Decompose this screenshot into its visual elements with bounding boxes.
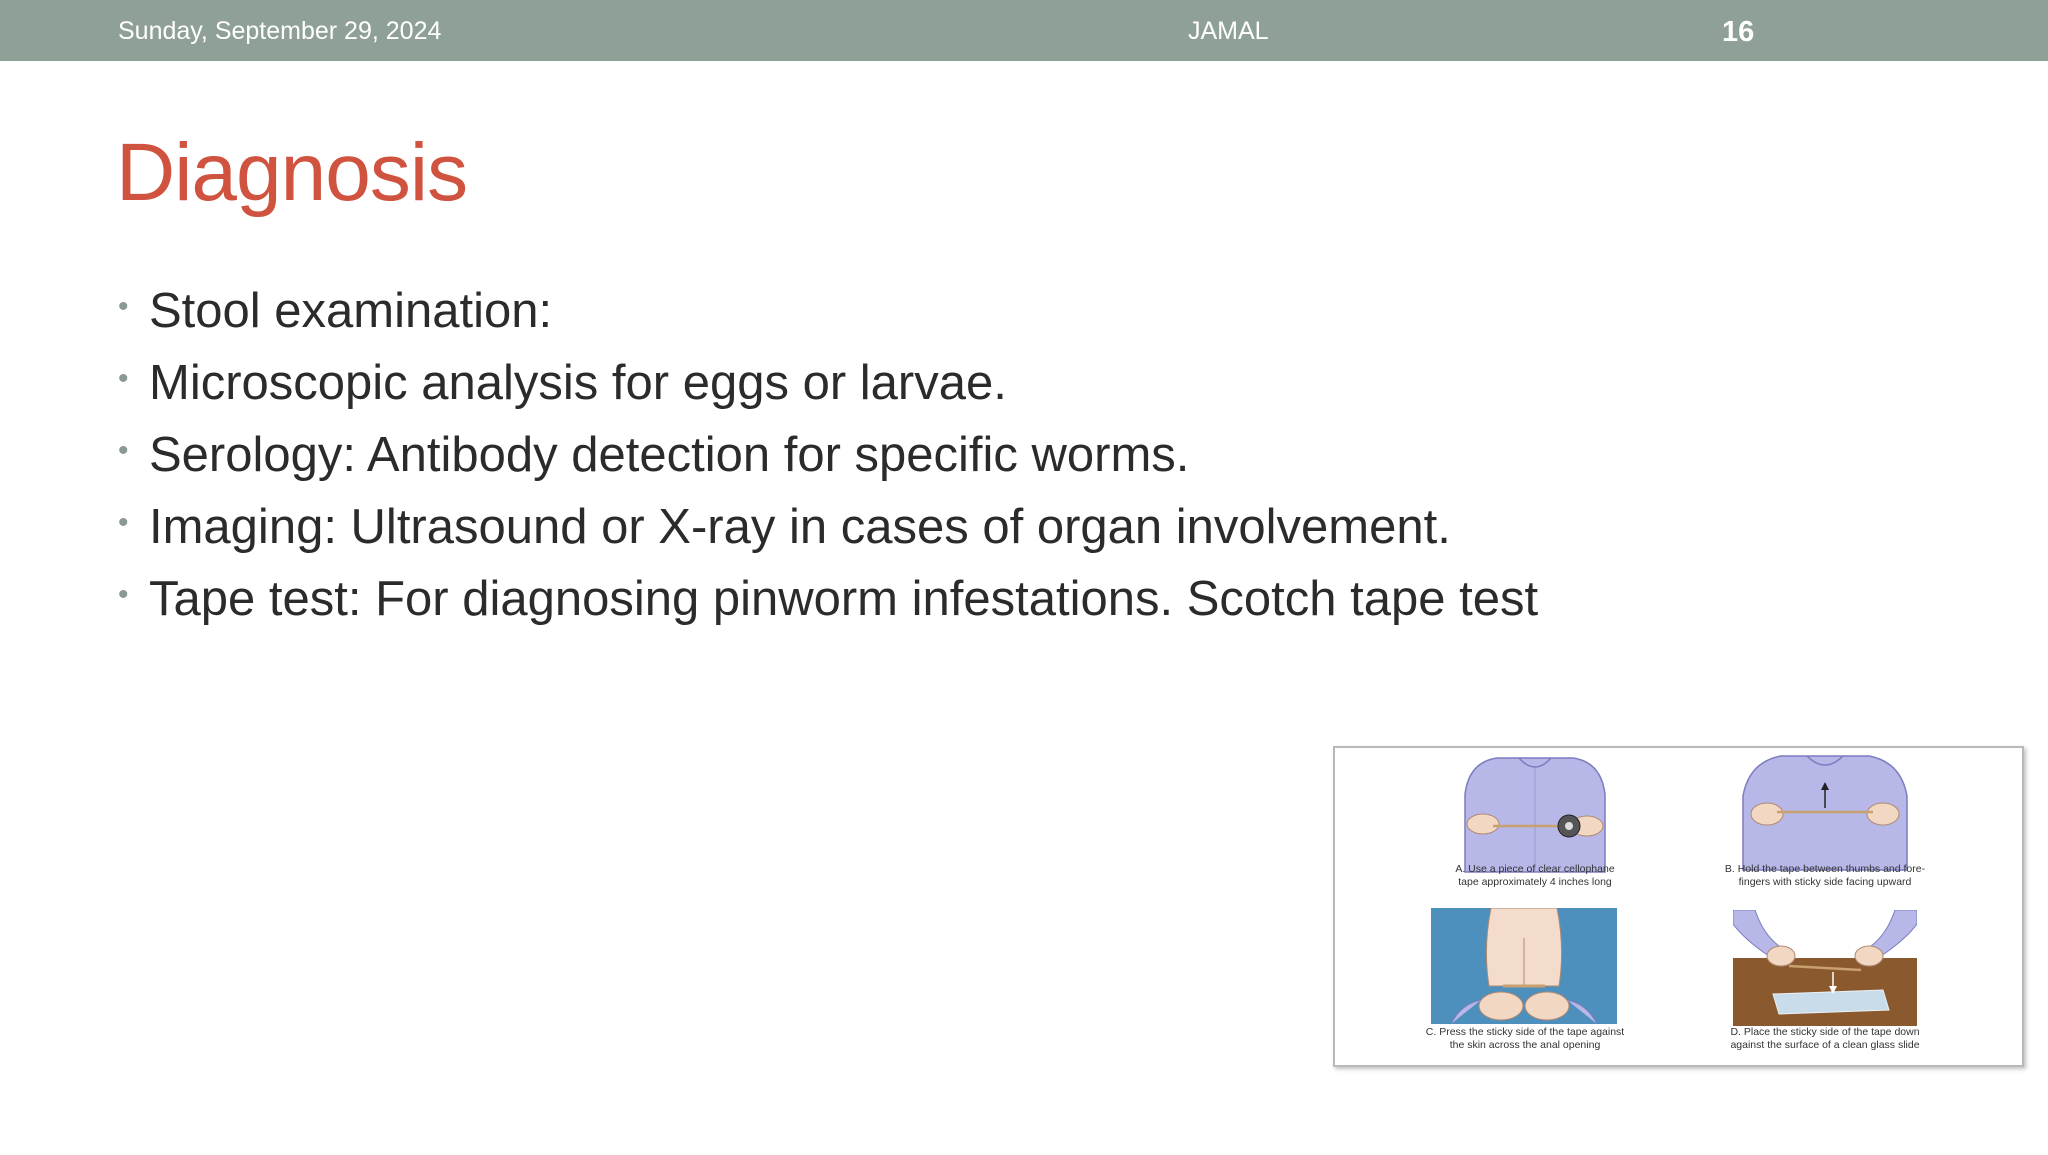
slide-number: 16 xyxy=(1722,16,1755,48)
panel-a-illustration xyxy=(1435,754,1635,874)
bullet-item xyxy=(116,280,1716,352)
caption-a-line2: tape approximately 4 inches long xyxy=(1458,876,1612,888)
tape-test-figure xyxy=(1333,746,2024,1067)
caption-a-line1: A. Use a piece of clear cellophane xyxy=(1455,863,1615,875)
bullet-dot-icon: • xyxy=(118,290,129,323)
caption-d-line1: D. Place the sticky side of the tape down xyxy=(1730,1026,1920,1038)
bullet-dot-icon: • xyxy=(118,506,129,539)
bullet-list xyxy=(116,280,1716,640)
panel-b-illustration xyxy=(1725,752,1925,872)
bullet-item xyxy=(116,352,1716,424)
bullet-item xyxy=(116,424,1716,496)
header-bar xyxy=(0,0,2048,61)
bullet-text: Imaging: Ultrasound or X-ray in cases of organ involvement. xyxy=(149,500,1451,554)
bullet-item xyxy=(116,496,1716,568)
caption-b-line2: fingers with sticky side facing upward xyxy=(1738,876,1912,888)
caption-b-line1: B. Hold the tape between thumbs and fore- xyxy=(1724,863,1926,875)
bullet-text: Serology: Antibody detection for specific worms. xyxy=(149,428,1190,482)
caption-a xyxy=(1415,863,1655,889)
caption-c-line1: C. Press the sticky side of the tape against xyxy=(1425,1026,1625,1038)
header-date: Sunday, September 29, 2024 xyxy=(118,17,442,45)
bullet-dot-icon: • xyxy=(118,362,129,395)
bullet-text: Microscopic analysis for eggs or larvae. xyxy=(149,356,1007,410)
caption-c xyxy=(1405,1026,1645,1052)
caption-d-line2: against the surface of a clean glass slide xyxy=(1730,1039,1920,1051)
bullet-item xyxy=(116,568,1716,640)
slide-title: Diagnosis xyxy=(116,127,468,218)
bullet-dot-icon: • xyxy=(118,578,129,611)
bullet-text: Stool examination: xyxy=(149,284,553,338)
header-footer-text: JAMAL xyxy=(1188,17,1269,45)
caption-d xyxy=(1705,1026,1945,1052)
panel-c-illustration xyxy=(1431,908,1617,1024)
bullet-dot-icon: • xyxy=(118,434,129,467)
caption-c-line2: the skin across the anal opening xyxy=(1449,1039,1601,1051)
bullet-text: Tape test: For diagnosing pinworm infestations. Scotch tape test xyxy=(149,572,1539,626)
panel-d-illustration xyxy=(1733,910,1917,1026)
caption-b xyxy=(1705,863,1945,889)
